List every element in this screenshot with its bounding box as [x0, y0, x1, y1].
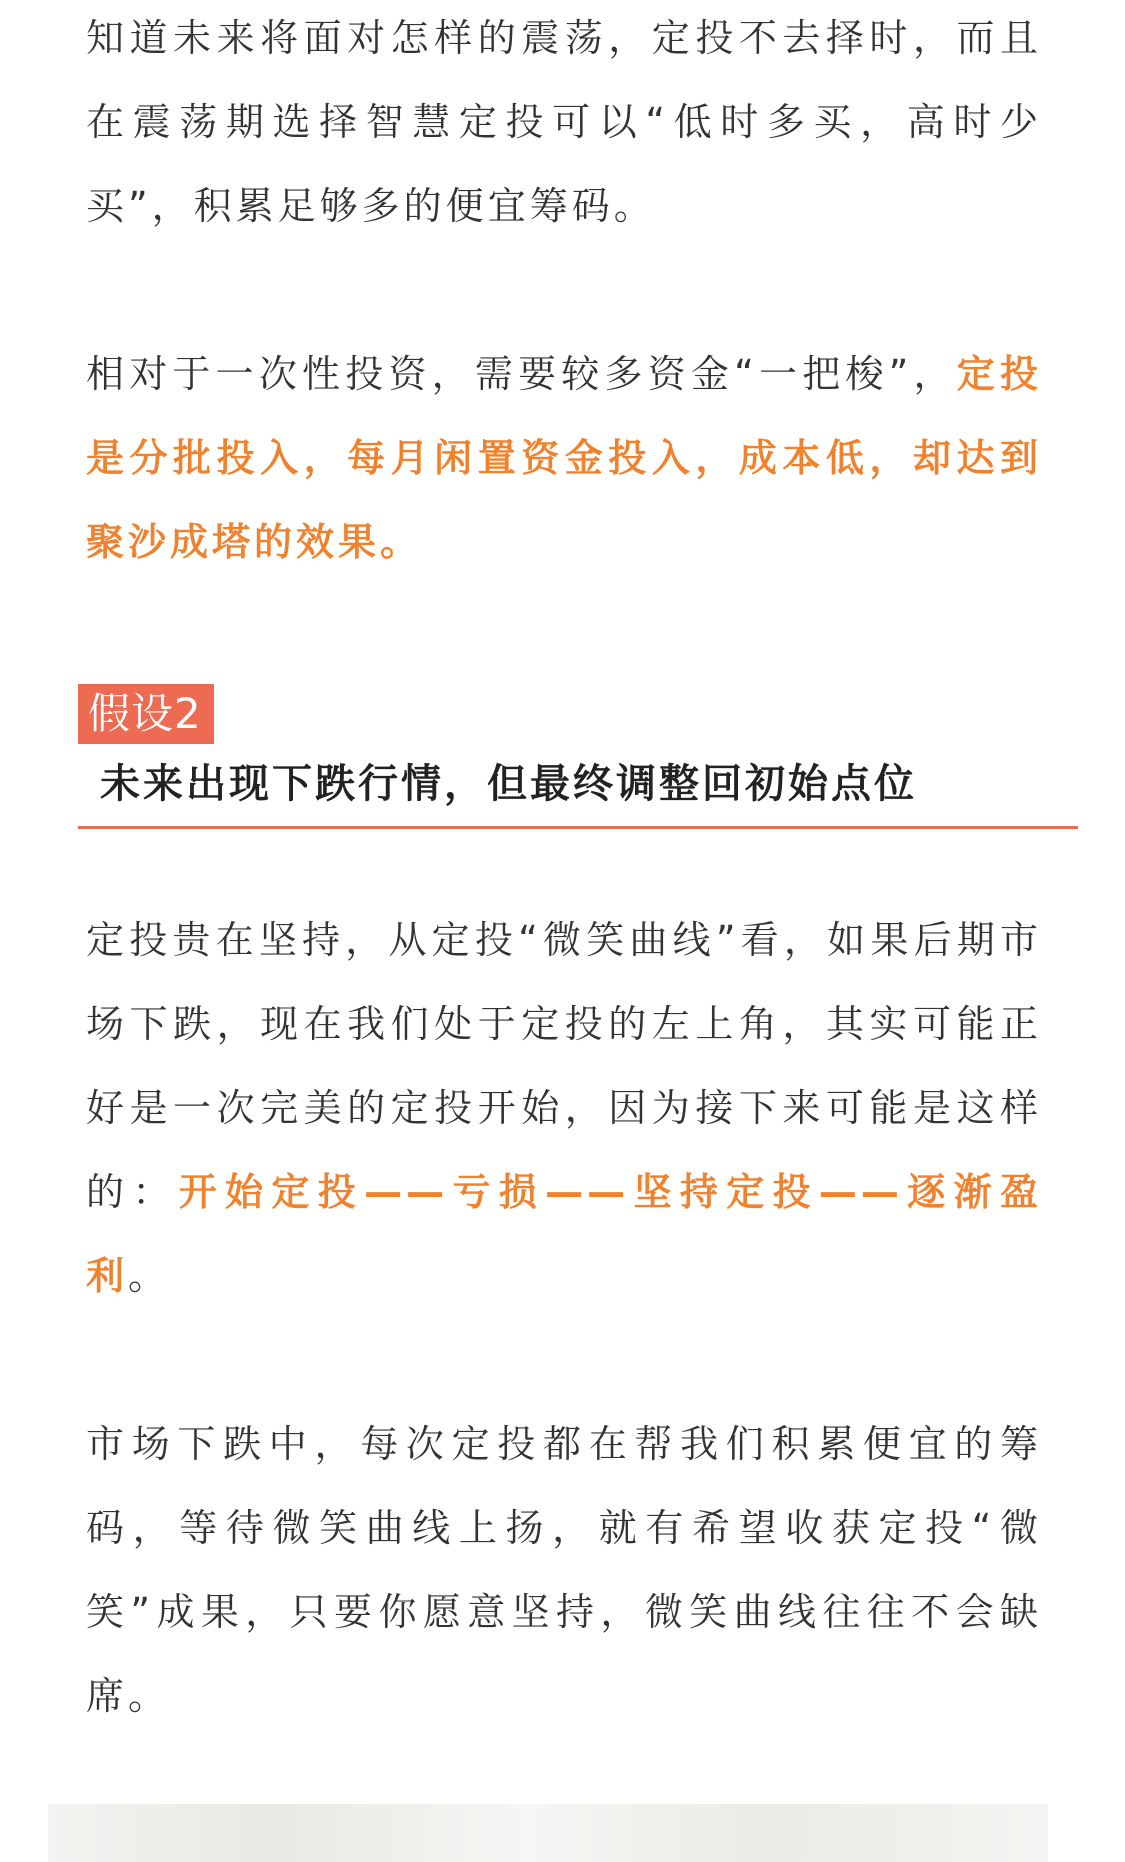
paragraph-market-decline	[86, 1402, 1042, 1738]
section-heading	[78, 684, 1078, 830]
heading-divider	[78, 826, 1078, 829]
highlight-text: 开始定投——亏损——坚持定投——逐渐盈利	[86, 1170, 1042, 1298]
paragraph-volatility	[86, 0, 1042, 248]
highlight-text: 定投是分批投入，每月闲置资金投入，成本低，却达到聚沙成塔的效果。	[86, 352, 1042, 564]
article-image-top	[48, 1804, 1048, 1862]
hypothesis-tag: 假设2	[78, 684, 214, 744]
paragraph-text: 市场下跌中，每次定投都在帮我们积累便宜的筹码，等待微笑曲线上扬，就有希望收获定投“微笑”成果，只要你愿意坚持，微笑曲线往往不会缺席。	[86, 1422, 1042, 1718]
paragraph-smile-curve	[86, 898, 1042, 1318]
paragraph-text: 相对于一次性投资，需要较多资金“一把梭”，	[86, 352, 957, 396]
section-title: 未来出现下跌行情，但最终调整回初始点位	[100, 761, 917, 807]
paragraph-text: 定投贵在坚持，从定投“微笑曲线”看，如果后期市场下跌，现在我们处于定投的左上角，其实可能正好是一次完美的定投开始，因为接下来可能是这样的：	[86, 918, 1042, 1214]
paragraph-lump-sum-comparison	[86, 332, 1042, 584]
paragraph-tail: 。	[128, 1254, 171, 1298]
paragraph-text: 知道未来将面对怎样的震荡，定投不去择时，而且在震荡期选择智慧定投可以“低时多买，高时少买”，积累足够多的便宜筹码。	[86, 16, 1042, 228]
